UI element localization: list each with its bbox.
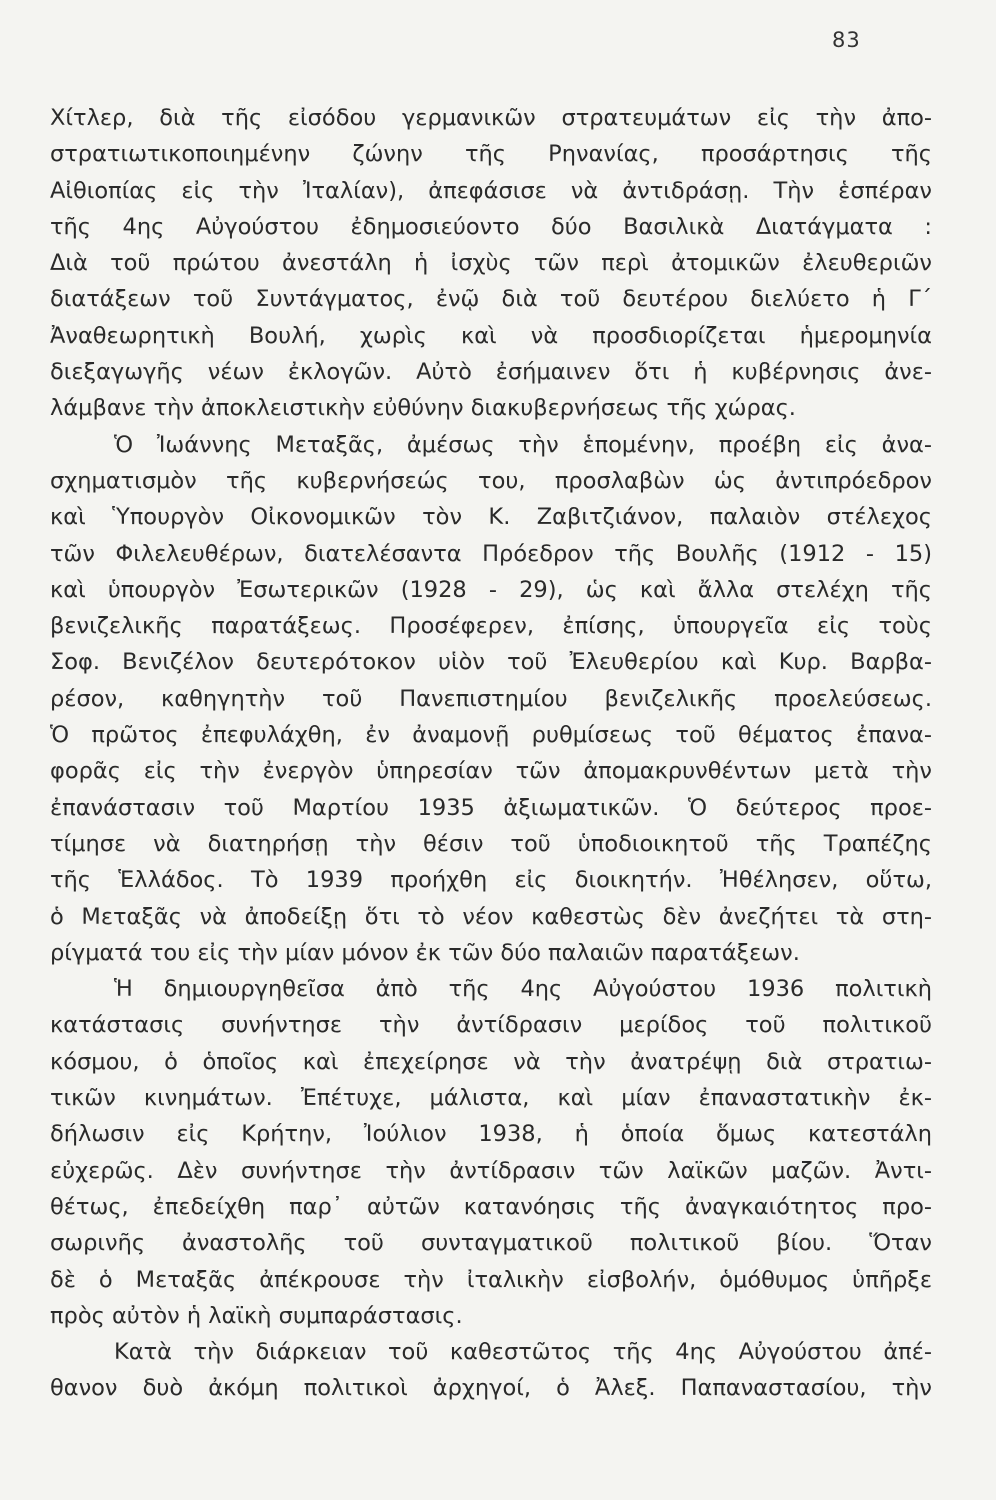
text-line: τίμησε νὰ διατηρήσῃ τὴν θέσιν τοῦ ὑποδιοικητοῦ τῆς Τραπέζης — [50, 830, 932, 857]
text-line: Ὁ Ἰωάννης Μεταξᾶς, ἀμέσως τὴν ἑπομένην, προέβη εἰς ἀνα- — [114, 431, 932, 458]
text-line: ἐπανάστασιν τοῦ Μαρτίου 1935 ἀξιωματικῶν. Ὁ δεύτερος προε- — [50, 794, 932, 821]
text-line: Ὁ πρῶτος ἐπεφυλάχθη, ἐν ἀναμονῇ ρυθμίσεως τοῦ θέματος ἐπανα- — [50, 722, 932, 749]
text-line: ὁ Μεταξᾶς νὰ ἀποδείξῃ ὅτι τὸ νέον καθεστὼς δὲν ἀνεζήτει τὰ στη- — [50, 903, 932, 930]
text-line: κόσμου, ὁ ὁποῖος καὶ ἐπεχείρησε νὰ τὴν ἀνατρέψῃ διὰ στρατιω- — [50, 1048, 932, 1075]
text-line: Αἰθιοπίας εἰς τὴν Ἰταλίαν), ἀπεφάσισε νὰ ἀντιδράσῃ. Τὴν ἑσπέραν — [50, 177, 932, 204]
text-line: σχηματισμὸν τῆς κυβερνήσεώς του, προσλαβὼν ὡς ἀντιπρόεδρον — [50, 467, 932, 494]
text-line: καὶ Ὑπουργὸν Οἰκονομικῶν τὸν Κ. Ζαβιτζιάνον, παλαιὸν στέλεχος — [50, 504, 932, 531]
text-line: Ἀναθεωρητικὴ Βουλή, χωρὶς καὶ νὰ προσδιορίζεται ἡμερομηνία — [50, 322, 932, 349]
text-line: ρίγματά του εἰς τὴν μίαν μόνον ἐκ τῶν δύο παλαιῶν παρατάξεων. — [50, 939, 800, 966]
page-number: 83 — [832, 28, 861, 52]
text-line: θέτως, ἐπεδείχθη παρ᾽ αὐτῶν κατανόησις τῆς ἀναγκαιότητος προ- — [50, 1193, 932, 1220]
text-line: πρὸς αὐτὸν ἡ λαϊκὴ συμπαράστασις. — [50, 1302, 463, 1329]
text-line: τῆς Ἑλλάδος. Τὸ 1939 προήχθη εἰς διοικητήν. Ἠθέλησεν, οὕτω, — [50, 867, 932, 894]
text-line: τικῶν κινημάτων. Ἐπέτυχε, μάλιστα, καὶ μίαν ἐπαναστατικὴν ἐκ- — [50, 1085, 932, 1112]
text-line: Κατὰ τὴν διάρκειαν τοῦ καθεστῶτος τῆς 4ης Αὐγούστου ἀπέ- — [114, 1339, 932, 1366]
text-line: λάμβανε τὴν ἀποκλειστικὴν εὐθύνην διακυβερνήσεως τῆς χώρας. — [50, 395, 796, 422]
text-line: ρέσον, καθηγητὴν τοῦ Πανεπιστημίου βενιζελικῆς προελεύσεως. — [50, 685, 932, 712]
text-line: σωρινῆς ἀναστολῆς τοῦ συνταγματικοῦ πολιτικοῦ βίου. Ὅταν — [50, 1230, 932, 1257]
text-line: δήλωσιν εἰς Κρήτην, Ἰούλιον 1938, ἡ ὁποία ὅμως κατεστάλη — [50, 1121, 932, 1148]
text-line: θανον δυὸ ἀκόμη πολιτικοὶ ἀρχηγοί, ὁ Ἀλεξ. Παπαναστασίου, τὴν — [50, 1375, 932, 1402]
text-line: Χίτλερ, διὰ τῆς εἰσόδου γερμανικῶν στρατευμάτων εἰς τὴν ἀπο- — [50, 105, 932, 131]
text-line: Ἡ δημιουργηθεῖσα ἀπὸ τῆς 4ης Αὐγούστου 1936 πολιτικὴ — [114, 976, 932, 1003]
text-line: Διὰ τοῦ πρώτου ἀνεστάλη ἡ ἰσχὺς τῶν περὶ ἀτομικῶν ἐλευθεριῶν — [50, 250, 932, 277]
text-line: διεξαγωγῆς νέων ἐκλογῶν. Αὐτὸ ἐσήμαινεν ὅτι ἡ κυβέρνησις ἀνε- — [50, 359, 932, 386]
text-line: κατάστασις συνήντησε τὴν ἀντίδρασιν μερίδος τοῦ πολιτικοῦ — [50, 1012, 932, 1039]
text-line: δὲ ὁ Μεταξᾶς ἀπέκρουσε τὴν ἰταλικὴν εἰσβολήν, ὁμόθυμος ὑπῆρξε — [50, 1266, 932, 1293]
body-text — [50, 100, 932, 1407]
text-line: φορᾶς εἰς τὴν ἐνεργὸν ὑπηρεσίαν τῶν ἀπομακρυνθέντων μετὰ τὴν — [50, 758, 932, 785]
text-line: εὐχερῶς. Δὲν συνήντησε τὴν ἀντίδρασιν τῶν λαϊκῶν μαζῶν. Ἀντι- — [50, 1157, 932, 1184]
text-line: στρατιωτικοποιημένην ζώνην τῆς Ρηνανίας, προσάρτησις τῆς — [50, 141, 932, 168]
text-line: τῆς 4ης Αὐγούστου ἐδημοσιεύοντο δύο Βασιλικὰ Διατάγματα : — [50, 213, 932, 240]
text-line: διατάξεων τοῦ Συντάγματος, ἐνῷ διὰ τοῦ δευτέρου διελύετο ἡ Γ΄ — [50, 286, 932, 313]
text-line: Σοφ. Βενιζέλον δευτερότοκον υἱὸν τοῦ Ἐλευθερίου καὶ Κυρ. Βαρβα- — [50, 649, 932, 676]
text-line: καὶ ὑπουργὸν Ἐσωτερικῶν (1928 - 29), ὡς καὶ ἄλλα στελέχη τῆς — [50, 576, 932, 603]
text-line: τῶν Φιλελευθέρων, διατελέσαντα Πρόεδρον τῆς Βουλῆς (1912 - 15) — [50, 540, 932, 567]
text-line: βενιζελικῆς παρατάξεως. Προσέφερεν, ἐπίσης, ὑπουργεῖα εἰς τοὺς — [50, 613, 932, 640]
